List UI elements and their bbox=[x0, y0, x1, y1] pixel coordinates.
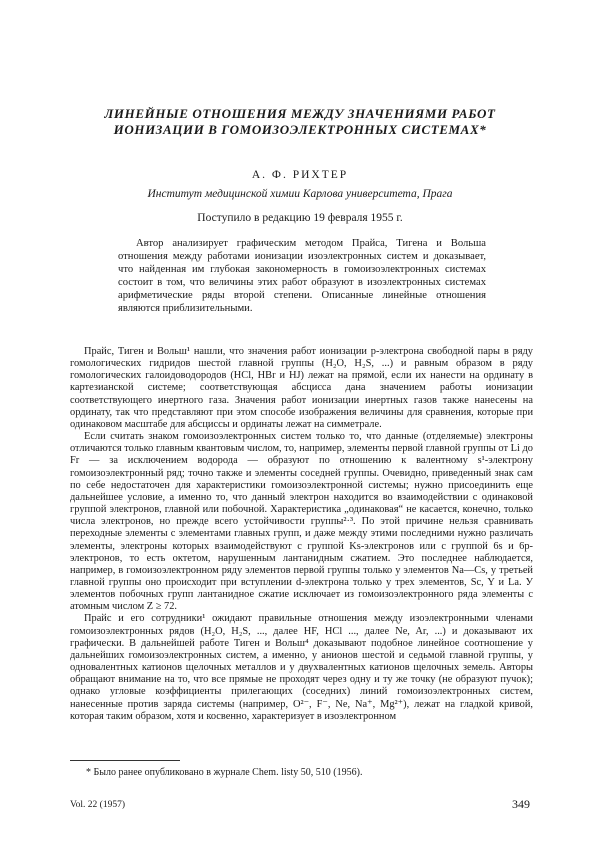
received-date: Поступило в редакцию 19 февраля 1955 г. bbox=[197, 212, 403, 224]
abstract: Автор анализирует графическим методом Прайса, Тигена и Вольша отношения между работами ионизации изоэлектронных систем и доказывает, что найденная им глубокая закономерность в гомоизоэлектронных системах состоит в том, что величины этих работ образуют в изоэлектронных системах арифметические ряды второй степени. Описанные линейные отношения являются приблизительными. bbox=[118, 238, 486, 315]
journal-volume: Vol. 22 (1957) bbox=[70, 800, 125, 810]
body-paragraph: Прайс, Тиген и Вольш¹ нашли, что значения работ ионизации p-электрона свободной пары в ряду гомологических гидридов шестой главной группы (H₂O, H₂S, ...) и равным образом в ряду гомологических галоидоводородов (HCl, HBr и HJ) лежат на прямой, если их нанести на ординату в картезианской системе; соответствующая абсцисса дана значением работы ионизации соответствующего инертного газа. Значения работ ионизации инертных газов также нанесены на ординату, так что представляют при этом способе изображения величины для сравнения, которые при одинаковом масштабе для абсциссы и ординаты лежат на симметрале. bbox=[70, 346, 533, 430]
author-affiliation: Институт медицинской химии Карлова университета, Прага bbox=[147, 188, 453, 200]
footnote-divider bbox=[70, 760, 180, 761]
author-name: А. Ф. РИХТЕР bbox=[251, 169, 349, 181]
footnote: * Было ранее опубликовано в журнале Chem. listy 50, 510 (1956). bbox=[86, 767, 363, 778]
article-title: ЛИНЕЙНЫЕ ОТНОШЕНИЯ МЕЖДУ ЗНАЧЕНИЯМИ РАБОТ ИОНИЗАЦИИ В ГОМОИЗОЭЛЕКТРОННЫХ СИСТЕМАХ* bbox=[104, 106, 496, 137]
body-paragraph: Прайс и его сотрудники¹ ожидают правильные отношения между изоэлектронными членами гомоизоэлектронных рядов (H₂O, H₂S, ..., далее HF, HCl ..., далее Ne, Ar, ...) и доказывают их графически. В дальнейшей работе Тиген и Вольш⁴ доказывают подобное линейное соотношение у дальнейших гомоизоэлектронных систем, а именно, у анионов шестой и седьмой главной группы, у одновалентных катионов щелочных металлов и у двухвалентных катионов щелочных земель. Авторы обращают внимание на то, что все прямые не проходят через одну и ту же точку (не образуют пучок); однако угловые коэффициенты прилегающих (соседних) линий гомоизоэлектронных систем, нанесенные против заряда системы (например, O²⁻, F⁻, Ne, Na⁺, Mg²⁺), лежат на гладкой кривой, которая таким образом, хотя и косвенно, характеризует в изоэлектронном bbox=[70, 613, 533, 722]
article-body bbox=[70, 346, 533, 723]
body-paragraph: Если считать знаком гомоизоэлектронных систем только то, что данные (отделяемые) электроны отличаются только главным квантовым числом, то, например, элементы первой главной группы от Li до Fr — за исключением водорода — образуют по отношению к валентному s¹-электрону гомоизоэлектронный ряд; точно также и элементы соседней группы. Очевидно, приведенный знак сам по себе недостаточен для характеристики гомоизоэлектронной системы; нужно присоединить еще дальнейшее условие, а именно то, что данный электрон находится во взаимодействии с одинаковой группой электронов, главной или побочной. Характеристика „одинаковая“ не касается, конечно, только числа электронов, но прежде всего устойчивости группы²·³. По этой причине нельзя сравнивать переходные элементы с элементами главных групп, и даже между этими последними нужно различать элементы, электроны которых взаимодействуют с группой Ks-электронов или с группой 6s и 6p-электронов, то есть октетом, нарушенным лантанидным сжатием. Это последнее наблюдается, например, в гомоизоэлектронном ряду элементов первой группы только у элементов Na—Cs, у третьей главной группы оно происходит при вступлении d-электрона только у трех элементов, Sc, Y и La. У элементов побочных групп лантанидное сжатие исключает из гомоизоэлектронного ряда элементы с атомным числом Z ≥ 72. bbox=[70, 431, 533, 613]
page-number: 349 bbox=[512, 797, 530, 811]
